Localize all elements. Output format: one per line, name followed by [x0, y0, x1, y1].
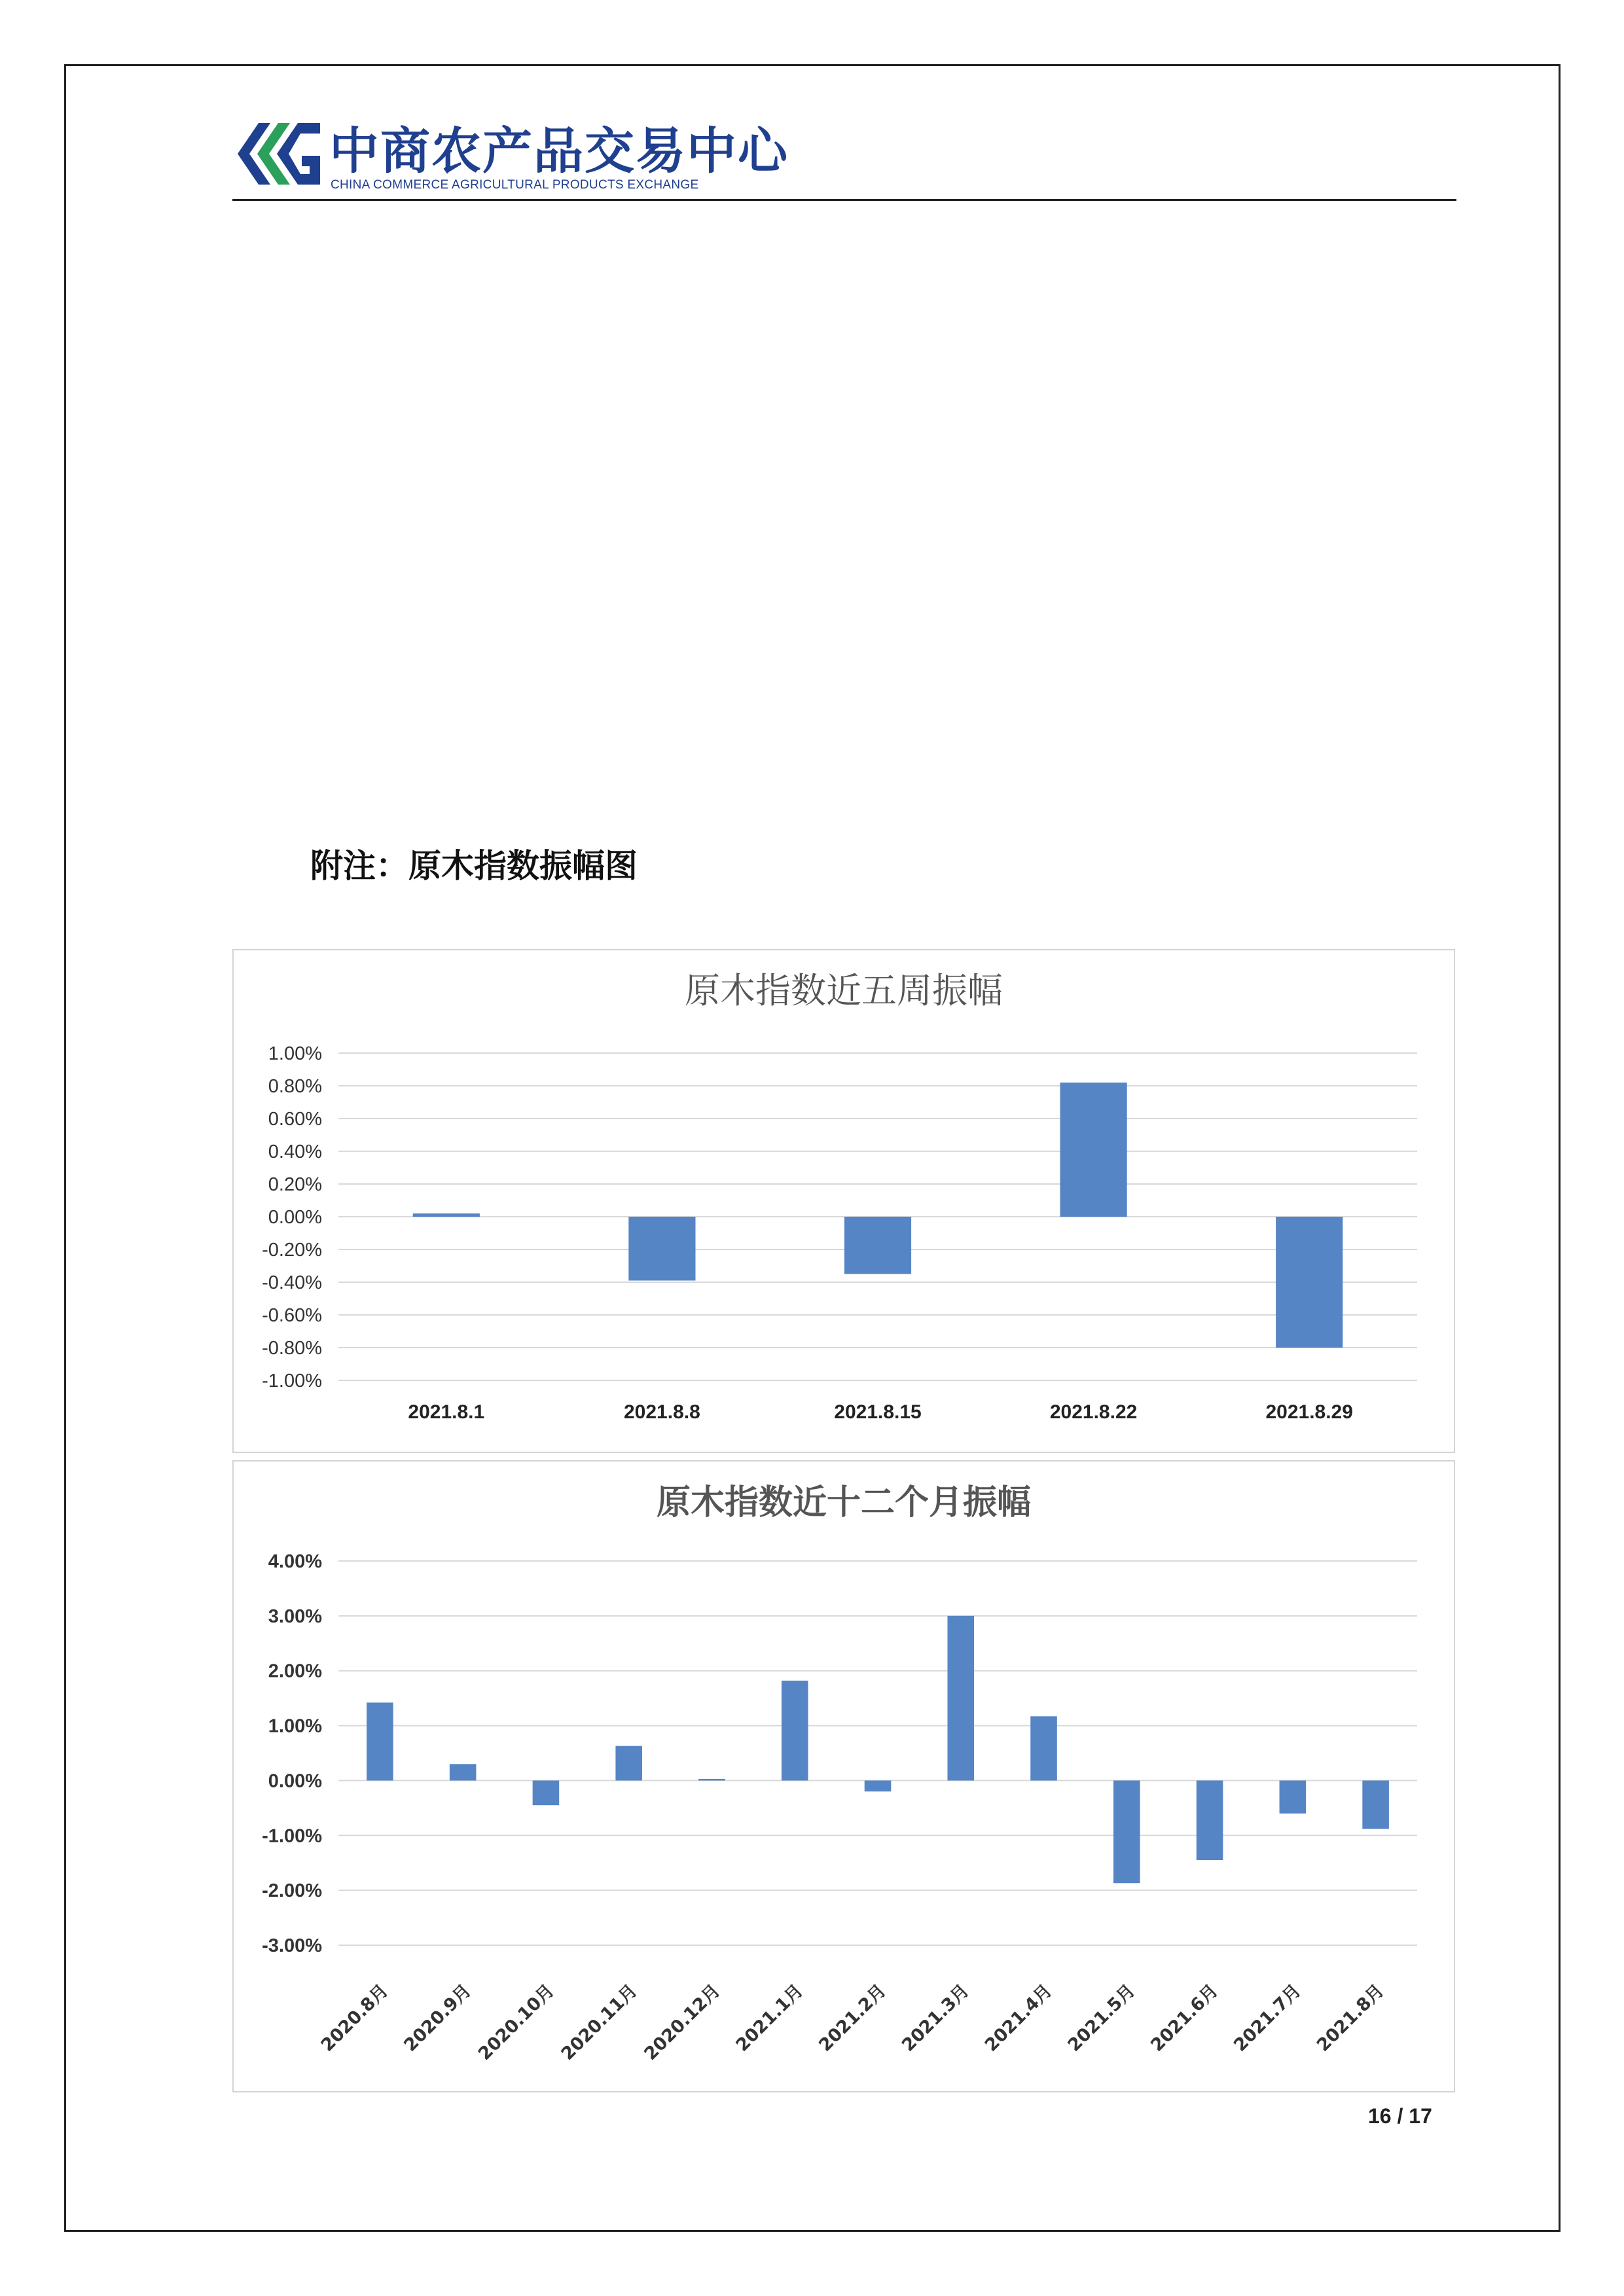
- bar: [947, 1616, 974, 1781]
- y-tick-label: 0.00%: [268, 1770, 322, 1792]
- x-tick-label: 2021.7月: [1230, 1981, 1305, 2056]
- y-tick-label: -3.00%: [262, 1935, 322, 1956]
- bar: [533, 1780, 560, 1805]
- y-tick-label: 0.80%: [268, 1076, 322, 1097]
- exchange-logo-icon: [232, 118, 321, 190]
- bar: [1280, 1780, 1307, 1813]
- y-tick-label: -0.80%: [262, 1338, 322, 1359]
- x-tick-label: 2020.11月: [557, 1981, 641, 2065]
- bar: [1060, 1083, 1127, 1217]
- x-tick-label: 2020.8月: [317, 1981, 393, 2056]
- weekly-amplitude-chart-svg: [234, 950, 1454, 1452]
- y-tick-label: 3.00%: [268, 1605, 322, 1627]
- y-tick-label: -1.00%: [262, 1371, 322, 1391]
- y-tick-label: 2.00%: [268, 1660, 322, 1682]
- y-tick-label: -1.00%: [262, 1825, 322, 1847]
- bar: [450, 1764, 477, 1780]
- brand-name-cn: 中商农产品交易中心: [329, 122, 789, 180]
- x-tick-label: 2021.8.1: [408, 1401, 485, 1423]
- x-tick-label: 2021.8.22: [1049, 1401, 1138, 1423]
- x-tick-label: 2021.3月: [898, 1981, 973, 2056]
- page-number: 16 / 17: [1368, 2104, 1432, 2128]
- bar: [1197, 1780, 1223, 1860]
- x-tick-label: 2021.4月: [981, 1981, 1056, 2056]
- bar: [698, 1779, 725, 1781]
- x-tick-label: 2021.6月: [1147, 1981, 1223, 2056]
- bar: [1362, 1780, 1389, 1829]
- bar: [1276, 1217, 1343, 1348]
- monthly-amplitude-chart-svg: [234, 1462, 1454, 2091]
- y-tick-label: 4.00%: [268, 1551, 322, 1572]
- y-tick-label: 0.00%: [268, 1207, 322, 1228]
- bar: [844, 1217, 911, 1274]
- bar: [865, 1780, 892, 1791]
- y-tick-label: -0.40%: [262, 1272, 322, 1293]
- bar: [782, 1681, 808, 1781]
- x-tick-label: 2021.8月: [1312, 1981, 1388, 2056]
- x-tick-label: 2021.8.15: [834, 1401, 922, 1423]
- bar: [1030, 1716, 1057, 1780]
- y-tick-label: 0.60%: [268, 1109, 322, 1130]
- y-tick-label: -0.60%: [262, 1305, 322, 1326]
- x-tick-label: 2021.2月: [815, 1981, 890, 2056]
- y-tick-label: 0.40%: [268, 1141, 322, 1162]
- monthly-amplitude-chart: [232, 1460, 1455, 2092]
- x-tick-label: 2021.8.29: [1265, 1401, 1353, 1423]
- bar: [615, 1746, 642, 1781]
- bar: [628, 1217, 695, 1281]
- x-tick-label: 2021.1月: [732, 1981, 808, 2056]
- note-title: 附注：原木指数振幅图: [310, 847, 638, 885]
- x-tick-label: 2020.9月: [400, 1981, 476, 2056]
- y-tick-label: 0.20%: [268, 1174, 322, 1195]
- header-divider: [232, 199, 1456, 201]
- weekly-amplitude-chart: [232, 949, 1455, 1453]
- chart-title: 原木指数近十二个月振幅: [656, 1483, 1032, 1522]
- bar: [1113, 1780, 1140, 1883]
- bar: [413, 1213, 480, 1217]
- y-tick-label: -2.00%: [262, 1880, 322, 1902]
- x-tick-label: 2020.12月: [640, 1981, 725, 2065]
- brand-name-en: CHINA COMMERCE AGRICULTURAL PRODUCTS EXCHANGE: [331, 178, 699, 192]
- page-header: [232, 111, 1456, 203]
- bar: [367, 1702, 393, 1780]
- y-tick-label: 1.00%: [268, 1715, 322, 1737]
- y-tick-label: 1.00%: [268, 1043, 322, 1064]
- chart-title: 原木指数近五周振幅: [685, 970, 1003, 1011]
- x-tick-label: 2021.8.8: [624, 1401, 700, 1423]
- y-tick-label: -0.20%: [262, 1240, 322, 1261]
- x-tick-label: 2020.10月: [474, 1981, 558, 2065]
- x-tick-label: 2021.5月: [1064, 1981, 1140, 2056]
